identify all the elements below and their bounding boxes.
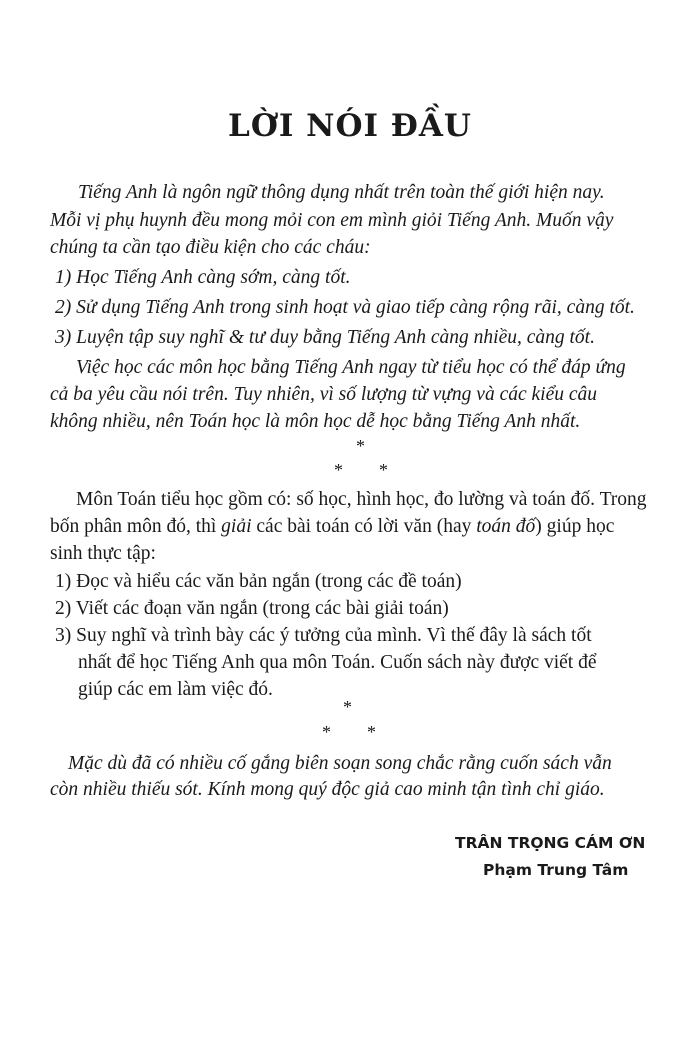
skill-item-3-line-3: giúp các em làm việc đó. bbox=[78, 679, 273, 700]
math-line-2-part-c: ) giúp học bbox=[535, 516, 615, 537]
separator-star-left: * bbox=[334, 460, 343, 480]
math-line-2-emphasis-2: toán đố bbox=[476, 516, 536, 537]
goal-item-2: 2) Sử dụng Tiếng Anh trong sinh hoạt và giao tiếp càng rộng rãi, càng tốt. bbox=[55, 297, 635, 318]
math-line-3: sinh thực tập: bbox=[50, 543, 156, 564]
reason-line-2: cả ba yêu cầu nói trên. Tuy nhiên, vì số lượng từ vựng và các kiểu câu bbox=[50, 384, 598, 405]
separator-star-right: * bbox=[379, 460, 388, 480]
page-title: LỜI NÓI ĐẦU bbox=[228, 108, 472, 144]
skill-item-3-line-1: 3) Suy nghĩ và trình bày các ý tưởng của mình. Vì thế đây là sách tốt bbox=[55, 625, 592, 646]
separator-star-top: * bbox=[356, 436, 365, 456]
separator-2-star-left: * bbox=[322, 722, 331, 742]
skill-item-1: 1) Đọc và hiểu các văn bản ngắn (trong các đề toán) bbox=[55, 571, 462, 592]
skill-item-2: 2) Viết các đoạn văn ngắn (trong các bài giải toán) bbox=[55, 598, 449, 619]
math-line-1: Môn Toán tiểu học gồm có: số học, hình học, đo lường và toán đố. Trong bbox=[76, 489, 647, 510]
intro-line-2: Mỗi vị phụ huynh đều mong mỏi con em mình giỏi Tiếng Anh. Muốn vậy bbox=[50, 210, 614, 231]
math-line-2-emphasis-1: giải bbox=[221, 516, 252, 537]
intro-line-3: chúng ta cần tạo điều kiện cho các cháu: bbox=[50, 237, 371, 258]
reason-line-1: Việc học các môn học bằng Tiếng Anh ngay từ tiểu học có thể đáp ứng bbox=[76, 357, 626, 378]
separator-2-star-top: * bbox=[343, 697, 352, 717]
closing-line-1: Mặc dù đã có nhiều cố gắng biên soạn song chắc rằng cuốn sách vẫn bbox=[68, 753, 612, 774]
intro-line-1: Tiếng Anh là ngôn ngữ thông dụng nhất trên toàn thế giới hiện nay. bbox=[78, 182, 605, 203]
math-line-2-part-a: bốn phân môn đó, thì bbox=[50, 516, 222, 537]
signature-author: Phạm Trung Tâm bbox=[483, 861, 629, 879]
math-line-2 bbox=[50, 515, 660, 539]
separator-2-star-right: * bbox=[367, 722, 376, 742]
math-line-2-part-b: các bài toán có lời văn (hay bbox=[251, 516, 477, 537]
skill-item-3-line-2: nhất để học Tiếng Anh qua môn Toán. Cuốn sách này được viết để bbox=[78, 652, 597, 673]
goal-item-3: 3) Luyện tập suy nghĩ & tư duy bằng Tiếng Anh càng nhiều, càng tốt. bbox=[55, 327, 595, 348]
closing-line-2: còn nhiều thiếu sót. Kính mong quý độc giả cao minh tận tình chỉ giáo. bbox=[50, 779, 605, 800]
signature-thanks: TRÂN TRỌNG CÁM ƠN bbox=[455, 834, 646, 852]
reason-line-3: không nhiều, nên Toán học là môn học dễ học bằng Tiếng Anh nhất. bbox=[50, 411, 581, 432]
goal-item-1: 1) Học Tiếng Anh càng sớm, càng tốt. bbox=[55, 267, 351, 288]
